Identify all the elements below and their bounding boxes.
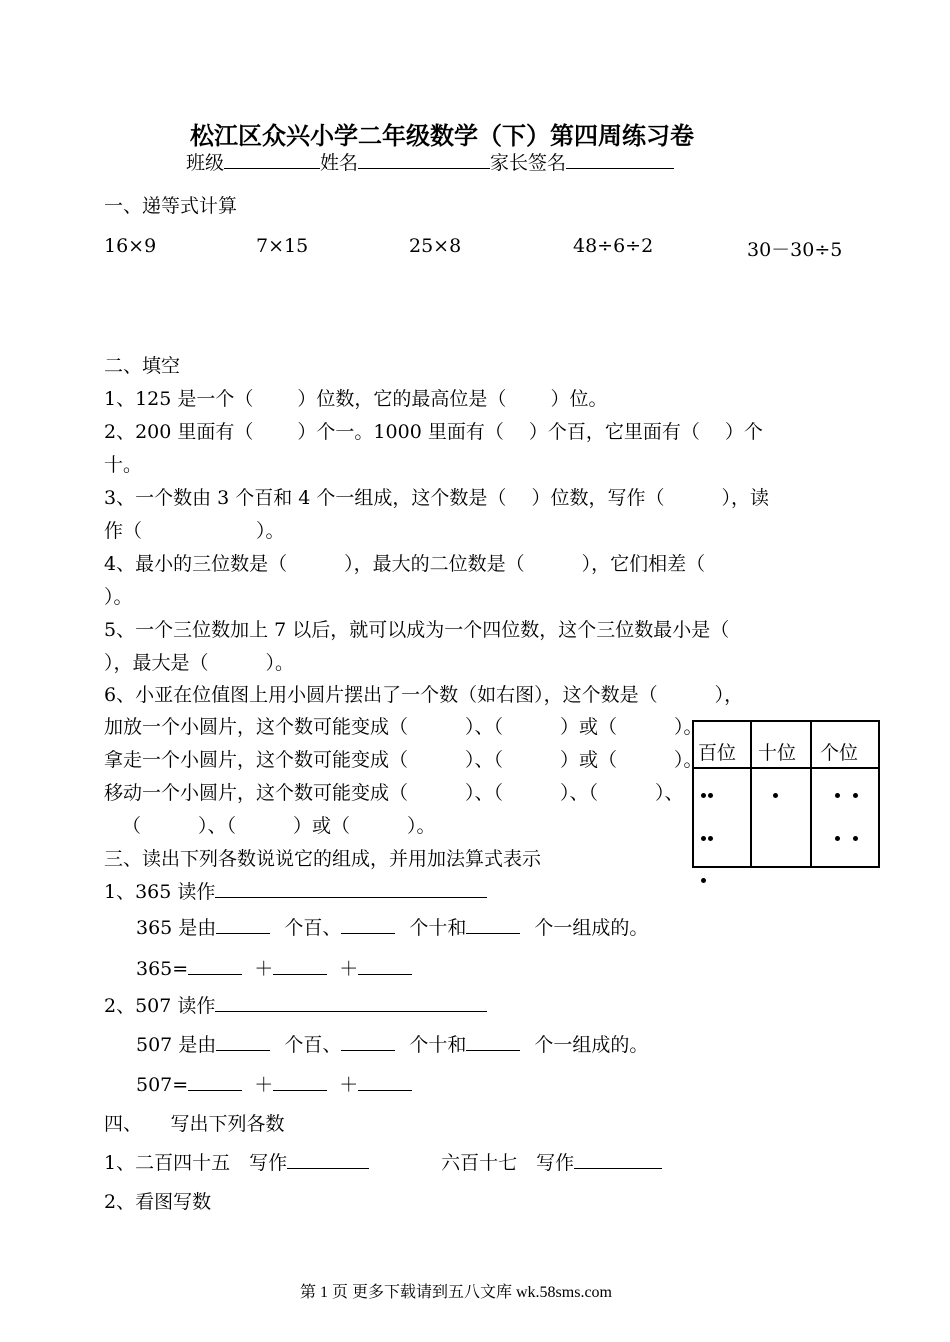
fill-line: 6、小亚在位值图上用小圆片摆出了一个数（如右图），这个数是（ ）， — [104, 684, 744, 706]
calc-item: 25×8 — [409, 235, 462, 257]
hundreds-blank[interactable] — [216, 1031, 270, 1051]
equation-text: 507= — [136, 1074, 189, 1096]
q1-read-blank[interactable] — [215, 878, 487, 898]
header-fields — [186, 148, 674, 175]
plus-sign: ＋ — [339, 958, 359, 980]
fill-line: 拿走一个小圆片，这个数可能变成（ ）、（ ）或（ ）。 — [104, 749, 703, 771]
tens-blank[interactable] — [341, 914, 395, 934]
composition-text: 个一组成的。 — [534, 917, 649, 939]
parent-signature-label: 家长签名 — [490, 152, 567, 174]
q2-read-line — [104, 991, 487, 1018]
fill-line: （ ）、（ ）或（ ）。 — [122, 815, 436, 837]
plus-sign: ＋ — [254, 958, 274, 980]
q2-read-label: 2、507 读作 — [104, 995, 216, 1017]
composition-text: 个十和 — [409, 1034, 467, 1056]
calc-item: 7×15 — [256, 235, 309, 257]
composition-text: 个百、 — [284, 917, 342, 939]
chart-divider — [750, 722, 752, 866]
parent-signature-blank[interactable] — [566, 149, 674, 169]
counter-dot — [853, 836, 858, 841]
section-2-heading: 二、填空 — [104, 355, 181, 377]
counter-dot — [835, 836, 840, 841]
fill-line: 作（ ）。 — [104, 520, 285, 542]
q1-equation-line — [136, 954, 412, 981]
addend-blank[interactable] — [188, 955, 242, 975]
ones-blank[interactable] — [466, 1031, 520, 1051]
section-3-heading: 三、读出下列各数说说它的组成，并用加法算式表示 — [104, 848, 542, 870]
q1-composition-line — [136, 913, 648, 940]
chart-divider — [810, 722, 812, 866]
fill-line: 加放一个小圆片，这个数可能变成（ ）、（ ）或（ ）。 — [104, 716, 703, 738]
fill-line: ）。 — [104, 586, 133, 608]
section-1-heading: 一、递等式计算 — [104, 195, 238, 217]
fill-line: 4、最小的三位数是（ ），最大的二位数是（ ），它们相差（ — [104, 553, 706, 575]
calc-item: 30－30÷5 — [747, 239, 843, 261]
calc-item: 16×9 — [104, 235, 157, 257]
fill-line: ），最大是（ ）。 — [104, 652, 295, 674]
q2-read-blank[interactable] — [215, 992, 487, 1012]
place-value-chart — [692, 720, 880, 868]
counter-dot — [708, 836, 713, 841]
write-prompt: 六百十七 写作 — [441, 1152, 575, 1174]
composition-text: 个百、 — [284, 1034, 342, 1056]
header-tens: 十位 — [758, 742, 797, 764]
equation-text: 365= — [136, 958, 189, 980]
write-prompt: 1、二百四十五 写作 — [104, 1152, 288, 1174]
counter-dot — [701, 793, 706, 798]
plus-sign: ＋ — [254, 1074, 274, 1096]
addend-blank[interactable] — [358, 1071, 412, 1091]
name-label: 姓名 — [320, 152, 359, 174]
s4-q1-line — [104, 1148, 662, 1175]
counter-dot — [701, 878, 706, 883]
plus-sign: ＋ — [339, 1074, 359, 1096]
addend-blank[interactable] — [273, 1071, 327, 1091]
q2-equation-line — [136, 1070, 412, 1097]
write-blank[interactable] — [287, 1149, 369, 1169]
section-4-heading: 四、 写出下列各数 — [104, 1113, 285, 1135]
fill-line: 3、一个数由 3 个百和 4 个一组成，这个数是（ ）位数，写作（ ），读 — [104, 487, 769, 509]
addend-blank[interactable] — [188, 1071, 242, 1091]
name-blank[interactable] — [358, 149, 490, 169]
fill-line: 5、一个三位数加上 7 以后，就可以成为一个四位数，这个三位数最小是（ — [104, 619, 730, 641]
header-hundreds: 百位 — [698, 742, 737, 764]
fill-line: 2、200 里面有（ ）个一。1000 里面有（ ）个百，它里面有（ ）个 — [104, 421, 763, 443]
q1-read-label: 1、365 读作 — [104, 881, 216, 903]
fill-line: 1、125 是一个（ ）位数，它的最高位是（ ）位。 — [104, 388, 608, 410]
chart-divider — [694, 767, 878, 769]
composition-text: 个一组成的。 — [534, 1034, 649, 1056]
ones-blank[interactable] — [466, 914, 520, 934]
hundreds-blank[interactable] — [216, 914, 270, 934]
counter-dot — [708, 793, 713, 798]
fill-line: 移动一个小圆片，这个数可能变成（ ）、（ ）、（ ）、 — [104, 782, 684, 804]
counter-dot — [701, 836, 706, 841]
addend-blank[interactable] — [358, 955, 412, 975]
composition-text: 365 是由 — [136, 917, 217, 939]
page-footer: 第 1 页 更多下载请到五八文库 wk.58sms.com — [300, 1284, 613, 1301]
counter-dot — [853, 793, 858, 798]
composition-text: 507 是由 — [136, 1034, 217, 1056]
fill-line: 十。 — [104, 454, 143, 476]
tens-blank[interactable] — [341, 1031, 395, 1051]
addend-blank[interactable] — [273, 955, 327, 975]
s4-q2-line: 2、看图写数 — [104, 1191, 212, 1213]
class-label: 班级 — [186, 152, 225, 174]
counter-dot — [773, 793, 778, 798]
q1-read-line — [104, 877, 487, 904]
class-blank[interactable] — [224, 149, 320, 169]
q2-composition-line — [136, 1030, 648, 1057]
page-title: 松江区众兴小学二年级数学（下）第四周练习卷 — [190, 121, 694, 150]
write-blank[interactable] — [574, 1149, 662, 1169]
counter-dot — [835, 793, 840, 798]
header-ones: 个位 — [820, 742, 859, 764]
calc-item: 48÷6÷2 — [573, 235, 654, 257]
composition-text: 个十和 — [409, 917, 467, 939]
